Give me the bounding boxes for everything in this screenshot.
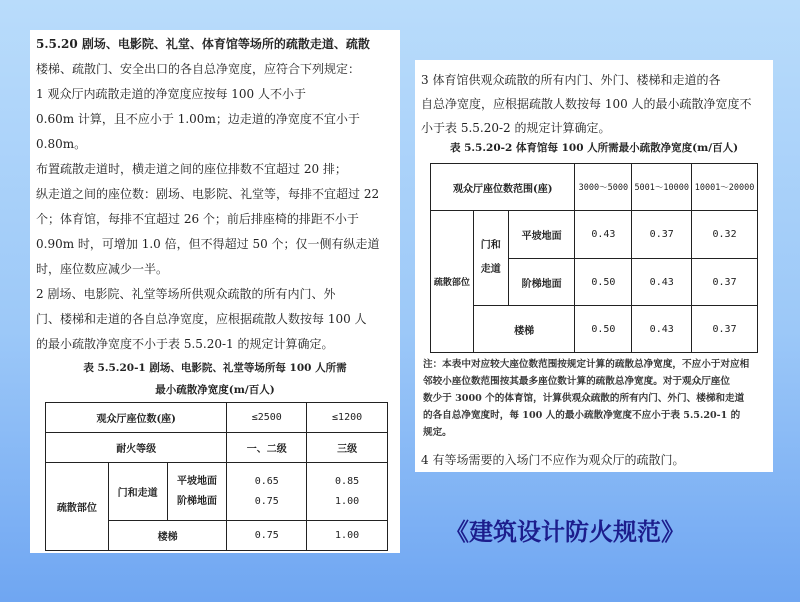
- header-range: 3000～5000: [575, 164, 632, 211]
- text-line: 小于表 5.5.20-2 的规定计算确定。: [421, 121, 611, 135]
- header-seats: 观众厅座位数(座): [46, 403, 227, 433]
- table-5-5-20-1: [45, 402, 388, 551]
- text-line: 门、楼梯和走道的各自总净宽度，应根据疏散人数按每 100 人: [36, 312, 367, 326]
- cell-stair-a: 0.75: [227, 521, 307, 551]
- text-line: 邻较小座位数范围按其最多座位数计算的疏散总净宽度。对于观众厅座位: [423, 376, 730, 387]
- text-line: 0.60m 计算，且不应小于 1.00m；边走道的净宽度不宜小于: [36, 112, 360, 126]
- fire-rating-b: 三级: [307, 433, 388, 463]
- header-seats: 观众厅座位数范围(座): [431, 164, 575, 211]
- fire-rating-a: 一、二级: [227, 433, 307, 463]
- table-caption-unit: 最小疏散净宽度(m/百人): [155, 384, 275, 396]
- cell-flat: 0.37: [632, 211, 692, 259]
- row-header-step: 阶梯地面: [508, 259, 575, 306]
- row-header-stair: 楼梯: [473, 306, 575, 353]
- cell-stair: 0.43: [632, 306, 692, 353]
- text-line: 0.90m 时，可增加 1.0 倍，但不得超过 50 个；仅一侧有纵走道: [36, 237, 380, 251]
- cell-door-a: 0.65 0.75: [227, 463, 307, 521]
- row-header-flat: 平坡地面: [508, 211, 575, 259]
- text-line: 规定。: [423, 427, 452, 438]
- row-header-stair: 楼梯: [108, 521, 227, 551]
- row-header-door: 门和走道: [108, 463, 167, 521]
- cell-flat: 0.43: [575, 211, 632, 259]
- cell-stair: 0.50: [575, 306, 632, 353]
- code-excerpt-right: [415, 60, 773, 472]
- header-seats-b: ≤1200: [307, 403, 388, 433]
- text-line: 2 剧场、电影院、礼堂等场所供观众疏散的所有内门、外: [36, 287, 336, 301]
- text-line: 自总净宽度，应根据疏散人数按每 100 人的最小疏散净宽度不: [421, 97, 752, 111]
- text-line: 1 观众厅内疏散走道的净宽度应按每 100 人不小于: [36, 87, 306, 101]
- text-line: 0.80m。: [36, 137, 87, 151]
- cell-step: 0.37: [692, 259, 758, 306]
- row-header-part: 疏散部位: [46, 463, 109, 551]
- cell-step: 0.43: [632, 259, 692, 306]
- header-fire-rating: 耐火等级: [46, 433, 227, 463]
- text-line: 数少于 3000 个的体育馆，计算供观众疏散的所有内门、外门、楼梯和走道: [423, 393, 745, 404]
- text-line: 注：本表中对应较大座位数范围按规定计算的疏散总净宽度，不应小于对应相: [423, 359, 750, 370]
- table-caption: 表 5.5.20-2 体育馆每 100 人所需最小疏散净宽度(m/百人): [449, 142, 739, 154]
- text-line: 个；体育馆，每排不宜超过 26 个；前后排座椅的排距不小于: [36, 212, 359, 226]
- slide-caption: 《建筑设计防火规范》: [445, 518, 685, 546]
- table-5-5-20-2: [430, 163, 758, 353]
- text-line: 5.5.20 剧场、电影院、礼堂、体育馆等场所的疏散走道、疏散: [36, 37, 370, 51]
- item-4: 4 有等场需要的入场门不应作为观众厅的疏散门。: [421, 453, 685, 467]
- cell-stair: 0.37: [692, 306, 758, 353]
- row-header-part: 疏散部位: [431, 211, 474, 353]
- text-line: 3 体育馆供观众疏散的所有内门、外门、楼梯和走道的各: [421, 73, 721, 87]
- cell-door-b: 0.85 1.00: [307, 463, 388, 521]
- cell-flat: 0.32: [692, 211, 758, 259]
- header-seats-a: ≤2500: [227, 403, 307, 433]
- table-caption: 表 5.5.20-1 剧场、电影院、礼堂等场所每 100 人所需: [83, 362, 347, 374]
- text-line: 时，座位数应减少一半。: [36, 262, 169, 276]
- row-header-door: 门和 走道: [473, 211, 508, 306]
- cell-stair-b: 1.00: [307, 521, 388, 551]
- header-range: 5001～10000: [632, 164, 692, 211]
- floor-types: 平坡地面 阶梯地面: [167, 463, 227, 521]
- cell-step: 0.50: [575, 259, 632, 306]
- text-line: 的最小疏散净宽度不小于表 5.5.20-1 的规定计算确定。: [36, 337, 334, 351]
- text-line: 的各自总净宽度时，每 100 人的最小疏散净宽度不应小于表 5.5.20-1 的: [423, 410, 741, 421]
- text-line: 楼梯、疏散门、安全出口的各自总净宽度，应符合下列规定：: [36, 62, 361, 76]
- text-line: 布置疏散走道时，横走道之间的座位排数不宜超过 20 排；: [36, 162, 347, 176]
- header-range: 10001～20000: [692, 164, 758, 211]
- text-line: 纵走道之间的座位数：剧场、电影院、礼堂等，每排不宜超过 22: [36, 187, 380, 201]
- code-excerpt-left: [30, 30, 400, 553]
